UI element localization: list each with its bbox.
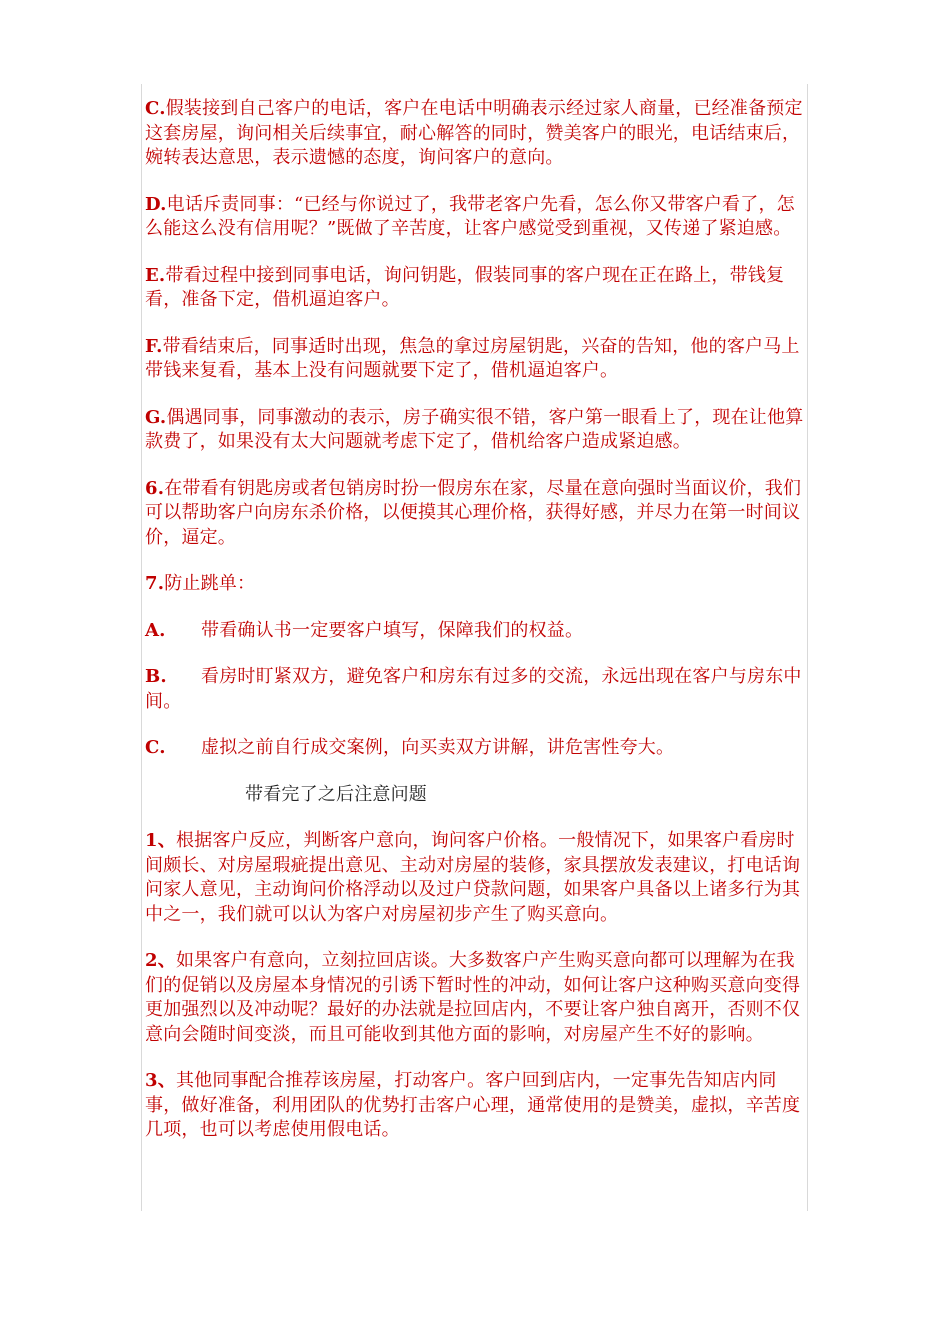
item-marker: C.	[145, 737, 166, 758]
item-text: 在带看有钥匙房或者包销房时扮一假房东在家，尽量在意向强时当面议价，我们可以帮助客户向房东杀价格，以便摸其心理价格，获得好感，并尽力在第一时间议价，逼定。	[145, 477, 802, 548]
item-marker: 6.	[145, 477, 165, 499]
paragraph-d	[145, 193, 811, 242]
list-item-a	[145, 619, 811, 644]
item-marker: 2、	[145, 950, 176, 971]
item-marker: B.	[145, 666, 167, 687]
numbered-item-1	[145, 829, 811, 927]
paragraph-f	[145, 335, 811, 384]
item-text: 偶遇同事，同事激动的表示，房子确实很不错，客户第一眼看上了，现在让他算款费了，如果没有太大问题就考虑下定了，借机给客户造成紧迫感。	[145, 406, 804, 452]
list-item-c	[145, 736, 811, 761]
paragraph-e	[145, 264, 811, 313]
paragraph-c	[145, 97, 811, 171]
item-text: 假装接到自己客户的电话，客户在电话中明确表示经过家人商量，已经准备预定这套房屋，询问相关后续事宜，耐心解答的同时，赞美客户的眼光，电话结束后，婉转表达意思，表示遗憾的态度，询问客户的意向。	[145, 98, 803, 168]
numbered-item-2	[145, 949, 811, 1047]
item-text: 带看过程中接到同事电话，询问钥匙，假装同事的客户现在正在路上，带钱复看，准备下定，借机逼迫客户。	[145, 264, 785, 310]
item-marker: 3、	[145, 1070, 176, 1091]
item-marker: D.	[145, 193, 167, 215]
item-text: 电话斥责同事：“已经与你说过了，我带老客户先看，怎么你又带客户看了，怎么能这么没有信用呢？”既做了辛苦度，让客户感觉受到重视，又传递了紧迫感。	[145, 193, 795, 239]
paragraph-7	[145, 572, 811, 597]
item-text: 其他同事配合推荐该房屋，打动客户。客户回到店内，一定事先告知店内同事，做好准备，利用团队的优势打击客户心理，通常使用的是赞美，虚拟，辛苦度几项，也可以考虑使用假电话。	[145, 1070, 801, 1140]
item-text: 看房时盯紧双方，避免客户和房东有过多的交流，永远出现在客户与房东中间。	[145, 666, 802, 712]
item-text: 防止跳单：	[164, 573, 256, 594]
item-marker: F.	[145, 335, 163, 357]
item-text: 带看结束后，同事适时出现，焦急的拿过房屋钥匙，兴奋的告知，他的客户马上带钱来复看，基本上没有问题就要下定了，借机逼迫客户。	[145, 335, 800, 381]
paragraph-g	[145, 406, 811, 455]
paragraph-6	[145, 477, 811, 551]
item-text: 带看确认书一定要客户填写，保障我们的权益。	[201, 619, 584, 641]
numbered-item-3	[145, 1069, 811, 1143]
item-marker: 7.	[145, 573, 165, 594]
item-marker: C.	[145, 98, 166, 119]
section-heading: 带看完了之后注意问题	[245, 783, 427, 805]
item-marker: G.	[145, 406, 167, 428]
item-text: 如果客户有意向，立刻拉回店谈。大多数客户产生购买意向都可以理解为在我们的促销以及房屋本身情况的引诱下暂时性的冲动，如何让客户这种购买意向变得更加强烈以及冲动呢？最好的办法就是拉回店内，不要让客户独自离开，否则不仅意向会随时间变淡，而且可能收到其他方面的影响，对房屋产生不好的影响。	[145, 950, 801, 1045]
item-marker: A.	[145, 619, 166, 641]
item-text: 根据客户反应，判断客户意向，询问客户价格。一般情况下，如果客户看房时间颇长、对房屋瑕疵提出意见、主动对房屋的装修，家具摆放发表建议，打电话询问家人意见，主动询问价格浮动以及过户贷款问题，如果客户具备以上诸多行为其中之一，我们就可以认为客户对房屋初步产生了购买意向。	[145, 830, 801, 925]
item-text: 虚拟之前自行成交案例，向买卖双方讲解，讲危害性夸大。	[201, 737, 675, 758]
item-marker: 1、	[145, 830, 176, 851]
list-item-b	[145, 665, 811, 714]
item-marker: E.	[145, 264, 166, 286]
document-body	[145, 97, 811, 1165]
